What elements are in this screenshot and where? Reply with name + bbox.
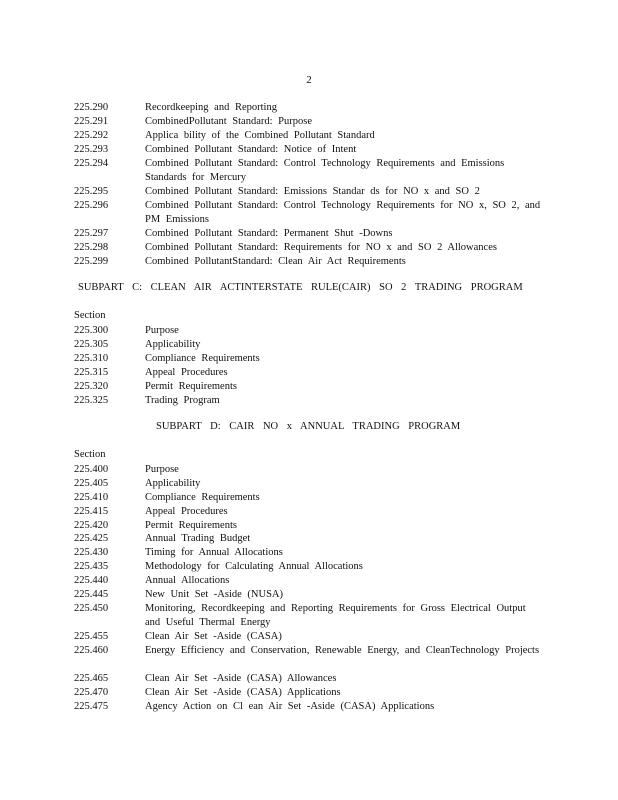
section-label: Section [74,310,106,321]
section-number: 225.290 [74,102,109,113]
section-number: 225.300 [74,325,109,336]
list-item [74,185,544,199]
section-number: 225.420 [74,520,109,531]
section-title: Clean Air Set -Aside (CASA) Applications [145,687,341,698]
section-number: 225.425 [74,533,109,544]
section-number: 225.430 [74,547,109,558]
list-item [74,227,544,241]
section-title: Annual Trading Budget [145,533,251,544]
list-item [74,672,544,686]
section-number: 225.325 [74,395,109,406]
section-number: 225.435 [74,561,109,572]
section-title: Applicability [145,339,201,350]
list-item [74,463,544,477]
section-title: Compliance Requirements [145,353,260,364]
list-item [74,129,544,143]
section-number: 225.450 [74,603,109,614]
list-item [74,532,544,546]
list-item [74,380,544,394]
list-item [74,588,544,602]
list-item [74,338,544,352]
list-item [74,644,544,658]
list-item [74,324,544,338]
section-title: Clean Air Set -Aside (CASA) [145,631,282,642]
list-item [74,241,544,255]
list-item [74,602,544,630]
section-number: 225.305 [74,339,109,350]
section-title: Annual Allocations [145,575,230,586]
section-title: Applicability [145,478,201,489]
subpart-c-heading: SUBPART C: CLEAN AIR ACTINTERSTATE RULE(CAIR) SO 2 TRADING PROGRAM [78,282,523,293]
list-item [74,101,544,115]
section-number: 225.292 [74,130,109,141]
section-title: Timing for Annual Allocations [145,547,283,558]
list-item [74,630,544,644]
section-number: 225.299 [74,256,109,267]
list-item [74,394,544,408]
list-item [74,157,544,185]
section-title: Clean Air Set -Aside (CASA) Allowances [145,673,337,684]
section-title: Applica bility of the Combined Pollutant Standard [145,130,375,141]
section-number: 225.315 [74,367,109,378]
list-item [74,255,544,269]
section-title: Permit Requirements [145,520,237,531]
list-item [74,115,544,129]
subpart-d-heading: SUBPART D: CAIR NO x ANNUAL TRADING PROGRAM [156,421,461,432]
section-title: Methodology for Calculating Annual Allocations [145,561,363,572]
section-number: 225.296 [74,200,109,211]
page-number: 2 [306,74,312,86]
list-item [74,686,544,700]
list-item [74,491,544,505]
section-number: 225.410 [74,492,109,503]
section-number: 225.470 [74,687,109,698]
section-number: 225.465 [74,673,109,684]
section-title: Trading Program [145,395,220,406]
section-number: 225.455 [74,631,109,642]
section-title: Combined Pollutant Standard: Control Technology Requirements for NO x, SO 2, and PM Emissions [145,200,541,225]
section-title: Compliance Requirements [145,492,260,503]
section-title: Combined Pollutant Standard: Requirements for NO x and SO 2 Allowances [145,242,497,253]
section-title: CombinedPollutant Standard: Purpose [145,116,312,127]
section-title: Combined Pollutant Standard: Notice of Intent [145,144,357,155]
section-title: Combined Pollutant Standard: Control Technology Requirements and Emissions Standards for Mercury [145,158,505,183]
section-title: Appeal Procedures [145,367,228,378]
section-number: 225.293 [74,144,109,155]
section-title: New Unit Set -Aside (NUSA) [145,589,283,600]
list-item [74,366,544,380]
section-title: Agency Action on Cl ean Air Set -Aside (CASA) Applications [145,701,435,712]
section-number: 225.445 [74,589,109,600]
list-item [74,505,544,519]
list-item [74,352,544,366]
list-item [74,199,544,227]
section-number: 225.298 [74,242,109,253]
section-number: 225.291 [74,116,109,127]
section-title: Purpose [145,464,179,475]
section-title: Combined Pollutant Standard: Emissions Standar ds for NO x and SO 2 [145,186,480,197]
section-title: Appeal Procedures [145,506,228,517]
section-number: 225.297 [74,228,109,239]
section-title: Recordkeeping and Reporting [145,102,277,113]
list-item [74,546,544,560]
section-number: 225.475 [74,701,109,712]
section-number: 225.405 [74,478,109,489]
section-number: 225.415 [74,506,109,517]
section-title: Combined Pollutant Standard: Permanent Shut -Downs [145,228,393,239]
section-title: Combined PollutantStandard: Clean Air Act Requirements [145,256,406,267]
section-number: 225.400 [74,464,109,475]
section-title: Purpose [145,325,179,336]
list-item [74,700,544,714]
list-item [74,143,544,157]
list-item [74,519,544,533]
section-number: 225.295 [74,186,109,197]
section-number: 225.294 [74,158,109,169]
section-number: 225.310 [74,353,109,364]
section-title: Permit Requirements [145,381,237,392]
section-number: 225.460 [74,645,109,656]
list-item [74,574,544,588]
list-item [74,560,544,574]
list-item [74,477,544,491]
section-number: 225.320 [74,381,109,392]
section-title: Energy Efficiency and Conservation, Renewable Energy, and CleanTechnology Projects [145,645,540,656]
section-title: Monitoring, Recordkeeping and Reporting Requirements for Gross Electrical Output and Useful Thermal Energy [145,603,526,628]
section-number: 225.440 [74,575,109,586]
section-label: Section [74,449,106,460]
